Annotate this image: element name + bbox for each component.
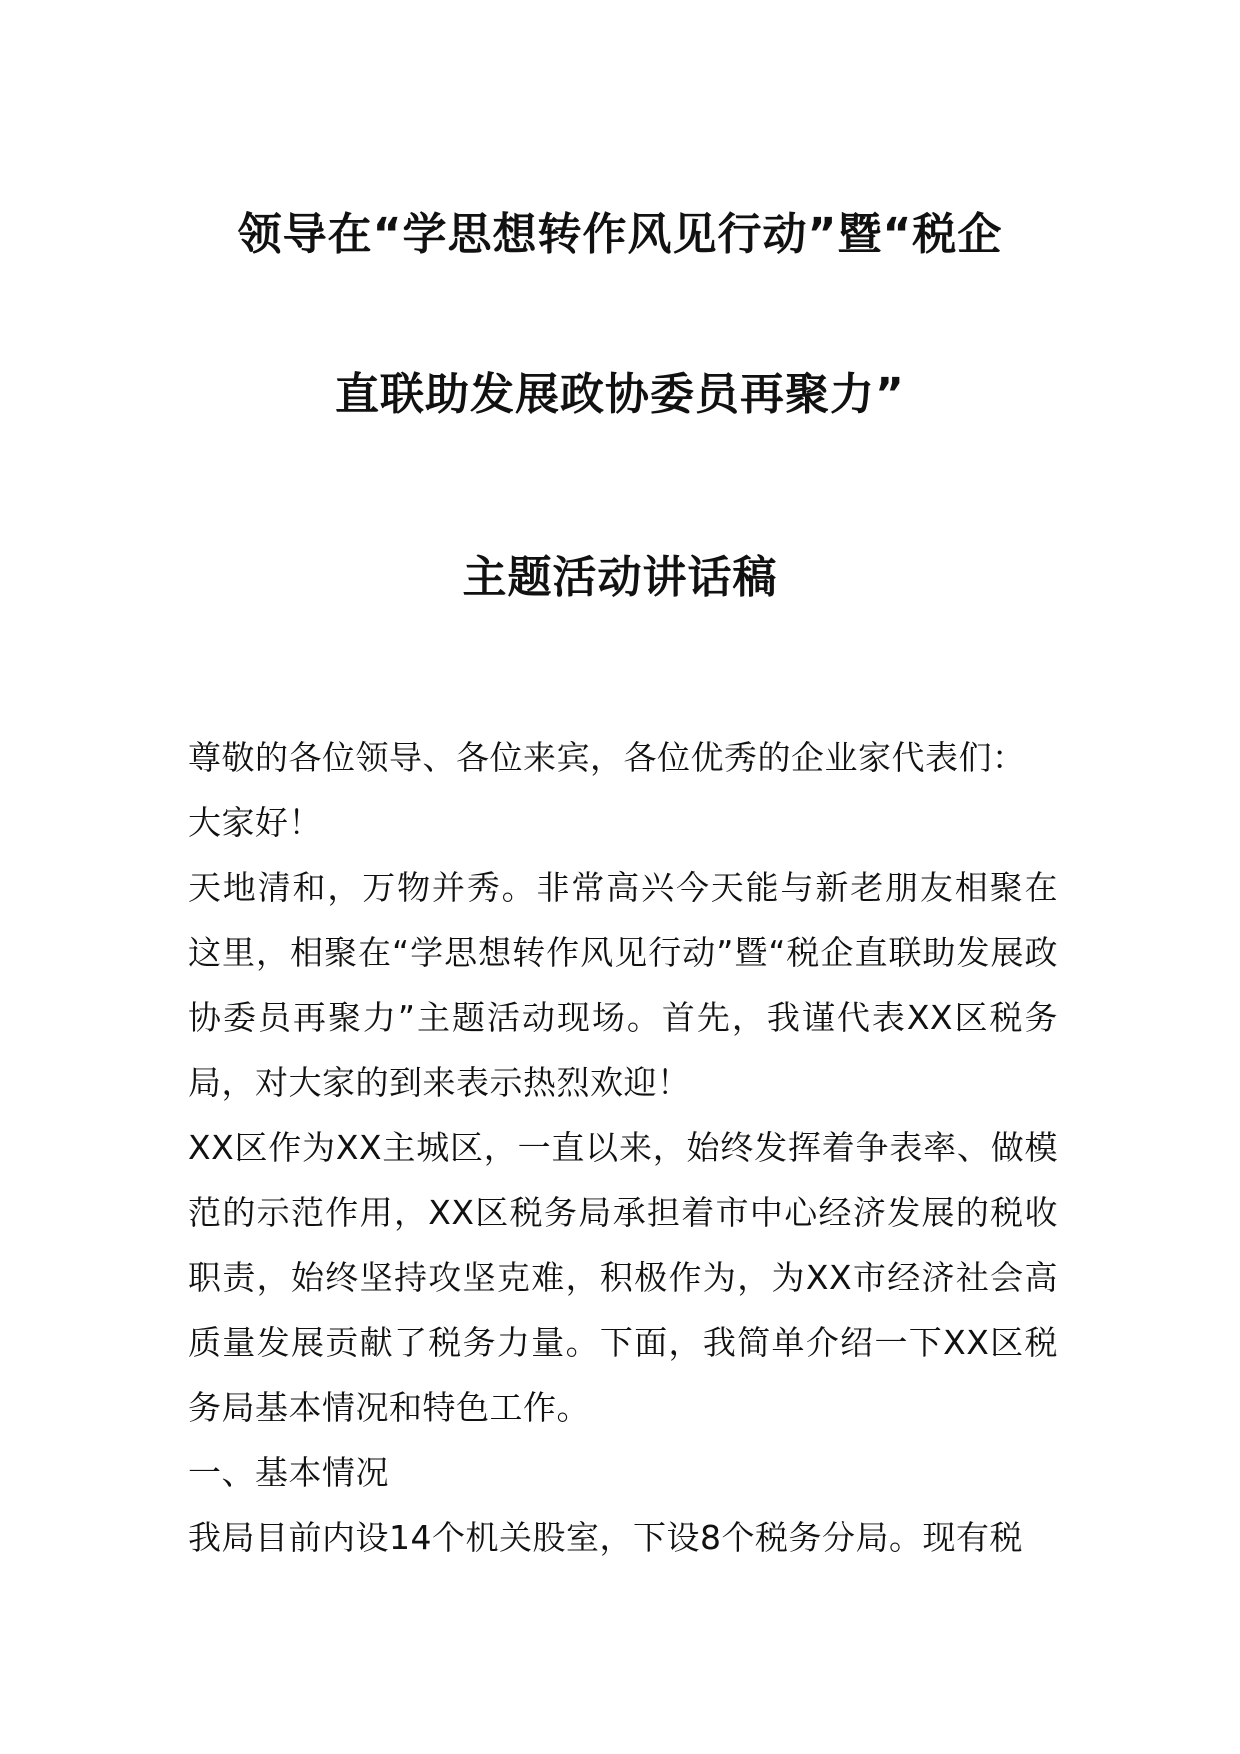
- section-heading-basic-info: 一、基本情况: [188, 1453, 389, 1492]
- document-body: [188, 725, 1058, 1570]
- greeting-paragraph: 大家好！: [188, 803, 322, 842]
- basic-info-paragraph: 我局目前内设14个机关股室，下设8个税务分局。现有税: [188, 1518, 1023, 1557]
- introduction-paragraph: XX区作为XX主城区，一直以来，始终发挥着争表率、做模范的示范作用，XX区税务局承担着市中心经济发展的税收职责，始终坚持攻坚克难，积极作为，为XX市经济社会高质量发展贡献了税务力量。下面，我简单介绍一下XX区税务局基本情况和特色工作。: [188, 1128, 1058, 1427]
- document-title-line-3: 主题活动讲话稿: [462, 552, 778, 603]
- document-title-line-1: 领导在“学思想转作风见行动”暨“税企: [237, 209, 1003, 260]
- salutation-paragraph: 尊敬的各位领导、各位来宾，各位优秀的企业家代表们：: [188, 738, 1026, 777]
- welcome-paragraph: 天地清和，万物并秀。非常高兴今天能与新老朋友相聚在这里，相聚在“学思想转作风见行动”暨“税企直联助发展政协委员再聚力”主题活动现场。首先，我谨代表XX区税务局，对大家的到来表示热烈欢迎！: [188, 868, 1058, 1102]
- document-title-line-2: 直联助发展政协委员再聚力”: [335, 369, 905, 420]
